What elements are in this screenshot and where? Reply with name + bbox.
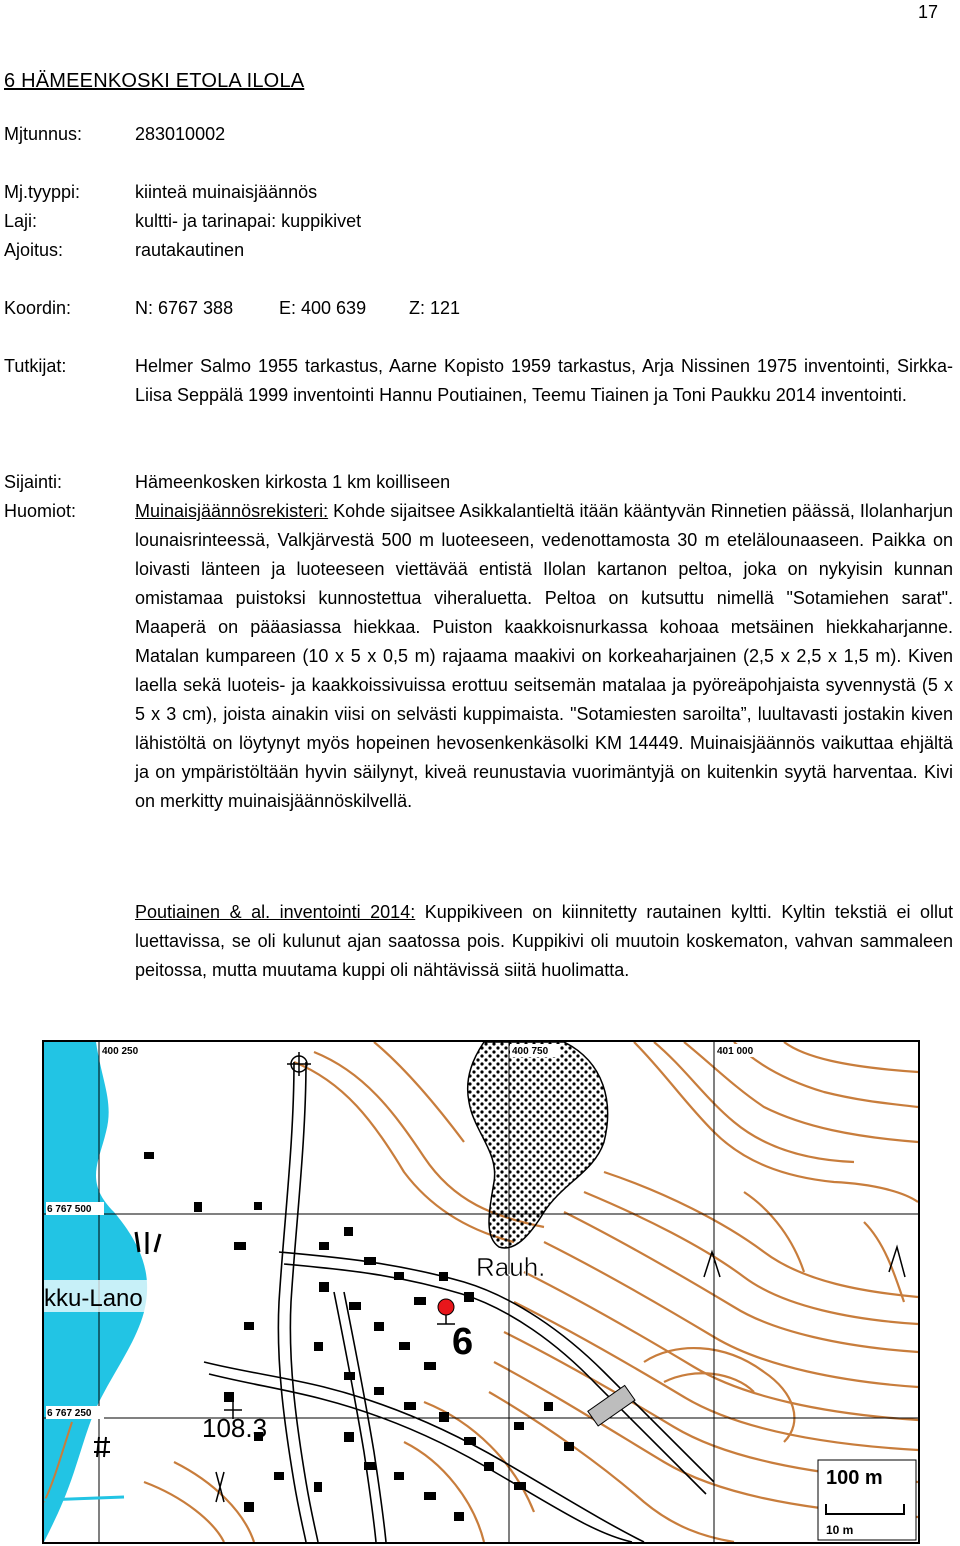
- source-register: Muinaisjäännösrekisteri:: [135, 501, 329, 521]
- page-number: 17: [917, 2, 938, 22]
- koordin-e: E: 400 639: [279, 298, 367, 318]
- sijainti-value: Hämeenkosken kirkosta 1 km koilliseen: [135, 472, 451, 492]
- site-number: 6: [452, 1321, 474, 1363]
- scale-label-large: 100 m: [826, 1467, 883, 1489]
- grid-label-e3: 401 000: [717, 1046, 754, 1057]
- place-label-rauh: Rauh.: [476, 1252, 546, 1282]
- huomiot-label: Huomiot:: [4, 501, 77, 521]
- grid-label-e2: 400 750: [512, 1046, 549, 1057]
- mjtyyppi-value: kiinteä muinaisjäännös: [135, 182, 318, 202]
- place-label-lano: kku-Lano: [44, 1285, 143, 1312]
- huomiot-text-2: Kuppikiveen on kiinnitetty rautainen kyltti. Kyltin tekstiä ei ollut luettavissa, se oli kulunut ajan saatossa pois. Kuppikivi oli muutoin koskematon, vahvan sammaleen peitossa, mutta muutama kuppi oli nähtävissä siitä huolimatta.: [135, 902, 953, 980]
- page-title: 6 HÄMEENKOSKI ETOLA ILOLA: [4, 70, 305, 92]
- mjtunnus-label: Mjtunnus:: [4, 124, 83, 144]
- sijainti-label: Sijainti:: [4, 472, 63, 492]
- tutkijat-label: Tutkijat:: [4, 356, 67, 376]
- mjtunnus-value: 283010002: [135, 124, 226, 144]
- laji-value: kultti- ja tarinapai: kuppikivet: [135, 211, 362, 231]
- scale-bar: [818, 1460, 916, 1540]
- huomiot-paragraph-1: [135, 497, 953, 816]
- huomiot-text-1: Kohde sijaitsee Asikkalantieltä itään kääntyvän Rinnetien päässä, Ilolanharjun lounaisrinteessä, Valkjärvestä 500 m luoteeseen, vedenottamosta 30 m etelälounaaseen. Paikka on loivasti länteen ja luoteeseen viettävää entistä Ilolan kartanon peltoa, joka on nykyisin kunnan omistamaa puistoksi kunnostettua viheraluetta. Peltoa on kutsuttu nimellä "Sotamiehen sarat". Maaperä on pääasiassa hiekkaa. Puiston kaakkoisnurkassa kohoaa metsäinen hiekkaharjanne. Matalan kumpareen (10 x 5 x 0,5 m) rajaama maakivi on korkeaharjainen (2,5 x 2,5 x 1,5 m). Kiven laella sekä luoteis- ja kaakkoissivuissa erottuu seitsemän matalaa ja pyöreäpohjaista syvennystä (5 x 5 x 3 cm), joista ainakin viisi on selvästi kuppimaista. "Sotamiesten saroilta”, luultavasti jostakin kiven lähistöltä on löytynyt myös hopeinen hevosenkenkäsolki KM 14449. Muinaisjäännös vaikuttaa ehjältä ja on ympäristöltään hyvin säilynyt, kiveä reunustavia vuorimäntyjä on kuitenkin syytä harventaa. Kivi on merkitty muinaisjäännöskilvellä.: [135, 501, 953, 811]
- koordin-n: N: 6767 388: [135, 298, 234, 318]
- scale-label-small: 10 m: [826, 1523, 854, 1537]
- source-inventory: Poutiainen & al. inventointi 2014:: [135, 902, 416, 922]
- huomiot-paragraph-2: [135, 898, 953, 985]
- mjtyyppi-label: Mj.tyyppi:: [4, 182, 81, 202]
- site-map: [42, 1040, 920, 1544]
- laji-label: Laji:: [4, 211, 38, 231]
- ajoitus-value: rautakautinen: [135, 240, 245, 260]
- grid-label-n1: 6 767 500: [47, 1204, 92, 1215]
- elevation-label: 108.3: [202, 1413, 268, 1443]
- grid-label-n2: 6 767 250: [47, 1408, 92, 1419]
- grid-label-e1: 400 250: [102, 1046, 139, 1057]
- koordin-z: Z: 121: [409, 298, 461, 318]
- tutkijat-value: Helmer Salmo 1955 tarkastus, Aarne Kopisto 1959 tarkastus, Arja Nissinen 1975 inventointi, Sirkka-Liisa Seppälä 1999 inventointi Hannu Poutiainen, Teemu Tiainen ja Toni Paukku 2014 inventointi.: [135, 356, 953, 405]
- koordin-label: Koordin:: [4, 298, 72, 318]
- ajoitus-label: Ajoitus:: [4, 240, 64, 260]
